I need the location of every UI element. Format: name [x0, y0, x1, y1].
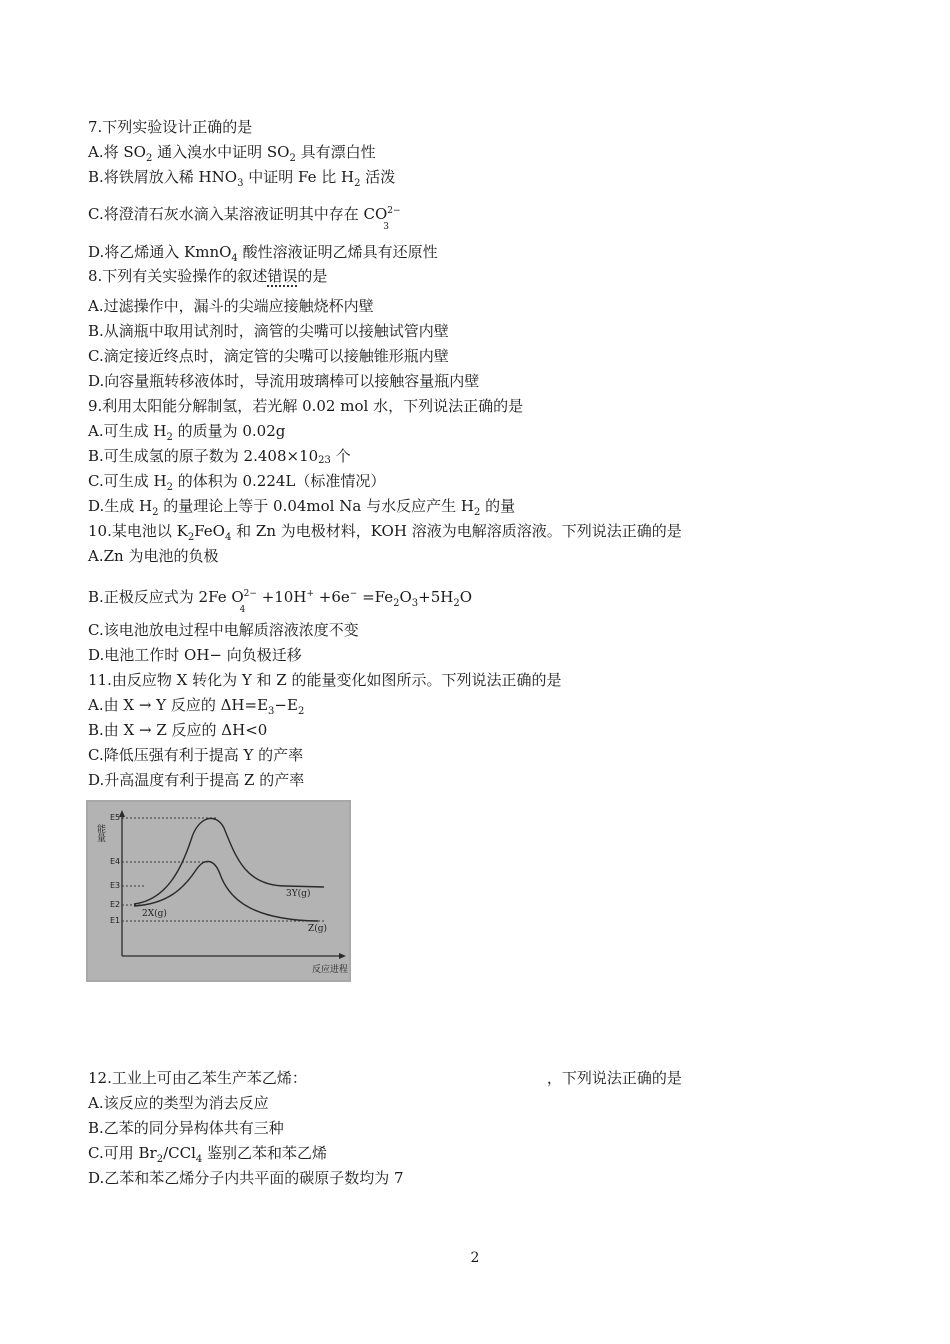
emphasis-text: 错误: [267, 267, 298, 285]
q8-option-c: C.滴定接近终点时，滴定管的尖嘴可以接触锥形瓶内壁: [88, 347, 449, 365]
q12-option-c: C.可用 $Br_2/CCl_4$ 鉴别乙苯和苯乙烯: [88, 1144, 328, 1165]
q7-option-a: A.将 $SO_2$ 通入溴水中证明 $SO_2$ 具有漂白性: [88, 143, 376, 164]
q11-option-a: A.由 X → Y 反应的 $\Delta H=E_3-E_2$: [88, 696, 305, 717]
x-axis-label: 反应进程: [312, 965, 349, 975]
q8-option-d: D.向容量瓶转移液体时，导流用玻璃棒可以接触容量瓶内壁: [88, 372, 480, 390]
page-number: 2: [470, 1250, 480, 1266]
q9-option-a: A.可生成 $H_2$ 的质量为 0.02g: [88, 422, 286, 443]
q10-stem: 10.某电池以 $K_2FeO_4$ 和 Zn 为电极材料，KOH 溶液为电解溶质溶液。下列说法正确的是: [88, 522, 682, 543]
q8-option-a: A.过滤操作中，漏斗的尖端应接触烧杯内壁: [88, 297, 374, 315]
level-label-e2: E2: [110, 900, 121, 909]
q7-option-b: B.将铁屑放入稀 $HNO_3$ 中证明 Fe 比 $H_2$ 活泼: [88, 168, 396, 189]
q7-option-c: C.将澄清石灰水滴入某溶液证明其中存在 $CO^{2-}$ 3: [88, 205, 401, 232]
q11-stem: 11.由反应物 X 转化为 Y 和 Z 的能量变化如图所示。下列说法正确的是: [88, 671, 562, 689]
curve-label-3y: 3Y(g): [286, 889, 311, 899]
level-label-e4: E4: [110, 857, 121, 866]
level-label-e3: E3: [110, 881, 121, 890]
q12-option-b: B.乙苯的同分异构体共有三种: [88, 1119, 284, 1137]
curve-label-2x: 2X(g): [142, 909, 167, 919]
q12-option-a: A.该反应的类型为消去反应: [88, 1094, 269, 1112]
q9-option-d: D.生成 $H_2$ 的量理论上等于 0.04mol Na 与水反应产生 $H_2$ 的量: [88, 497, 516, 518]
q9-stem: 9.利用太阳能分解制氢，若光解 0.02 mol 水，下列说法正确的是: [88, 397, 524, 415]
q12-option-d: D.乙苯和苯乙烯分子内共平面的碳原子数均为 7: [88, 1169, 404, 1187]
q8-option-b: B.从滴瓶中取用试剂时，滴管的尖嘴可以接触试管内壁: [88, 322, 449, 340]
q10-option-c: C.该电池放电过程中电解质溶液浓度不变: [88, 621, 359, 639]
level-label-e1: E1: [110, 916, 121, 925]
curve-label-z: Z(g): [308, 924, 328, 934]
y-axis-label: 能量: [95, 824, 105, 842]
q10-option-b: B.正极反应式为 2Fe $O^{2-}$ 4 $+10H^+ +6e^- =Fe_2O_3+5H_2O$: [88, 588, 473, 615]
q7-stem: 7.下列实验设计正确的是: [88, 118, 253, 136]
q10-option-a: A.Zn 为电池的负极: [88, 547, 219, 565]
q9-option-c: C.可生成 $H_2$ 的体积为 0.224L（标准情况）: [88, 472, 386, 493]
q7-option-d: D.将乙烯通入 KmnO$_4$ 酸性溶液证明乙烯具有还原性: [88, 243, 438, 264]
level-label-e5: E5: [110, 813, 121, 822]
q11-option-c: C.降低压强有利于提高 Y 的产率: [88, 746, 304, 764]
q9-option-b: B.可生成氢的原子数为 $2.408\times 10_{23}$ 个: [88, 447, 351, 466]
q8-stem: 8.下列有关实验操作的叙述错误的是: [88, 267, 328, 285]
q11-option-b: B.由 X → Z 反应的 ΔH<0: [88, 721, 268, 739]
q12-stem: 12.工业上可由乙苯生产苯乙烯： ，下列说法正确的是: [88, 1069, 682, 1087]
q11-option-d: D.升高温度有利于提高 Z 的产率: [88, 771, 305, 789]
energy-diagram: [86, 800, 351, 982]
q10-option-d: D.电池工作时 OH− 向负极迁移: [88, 646, 302, 664]
